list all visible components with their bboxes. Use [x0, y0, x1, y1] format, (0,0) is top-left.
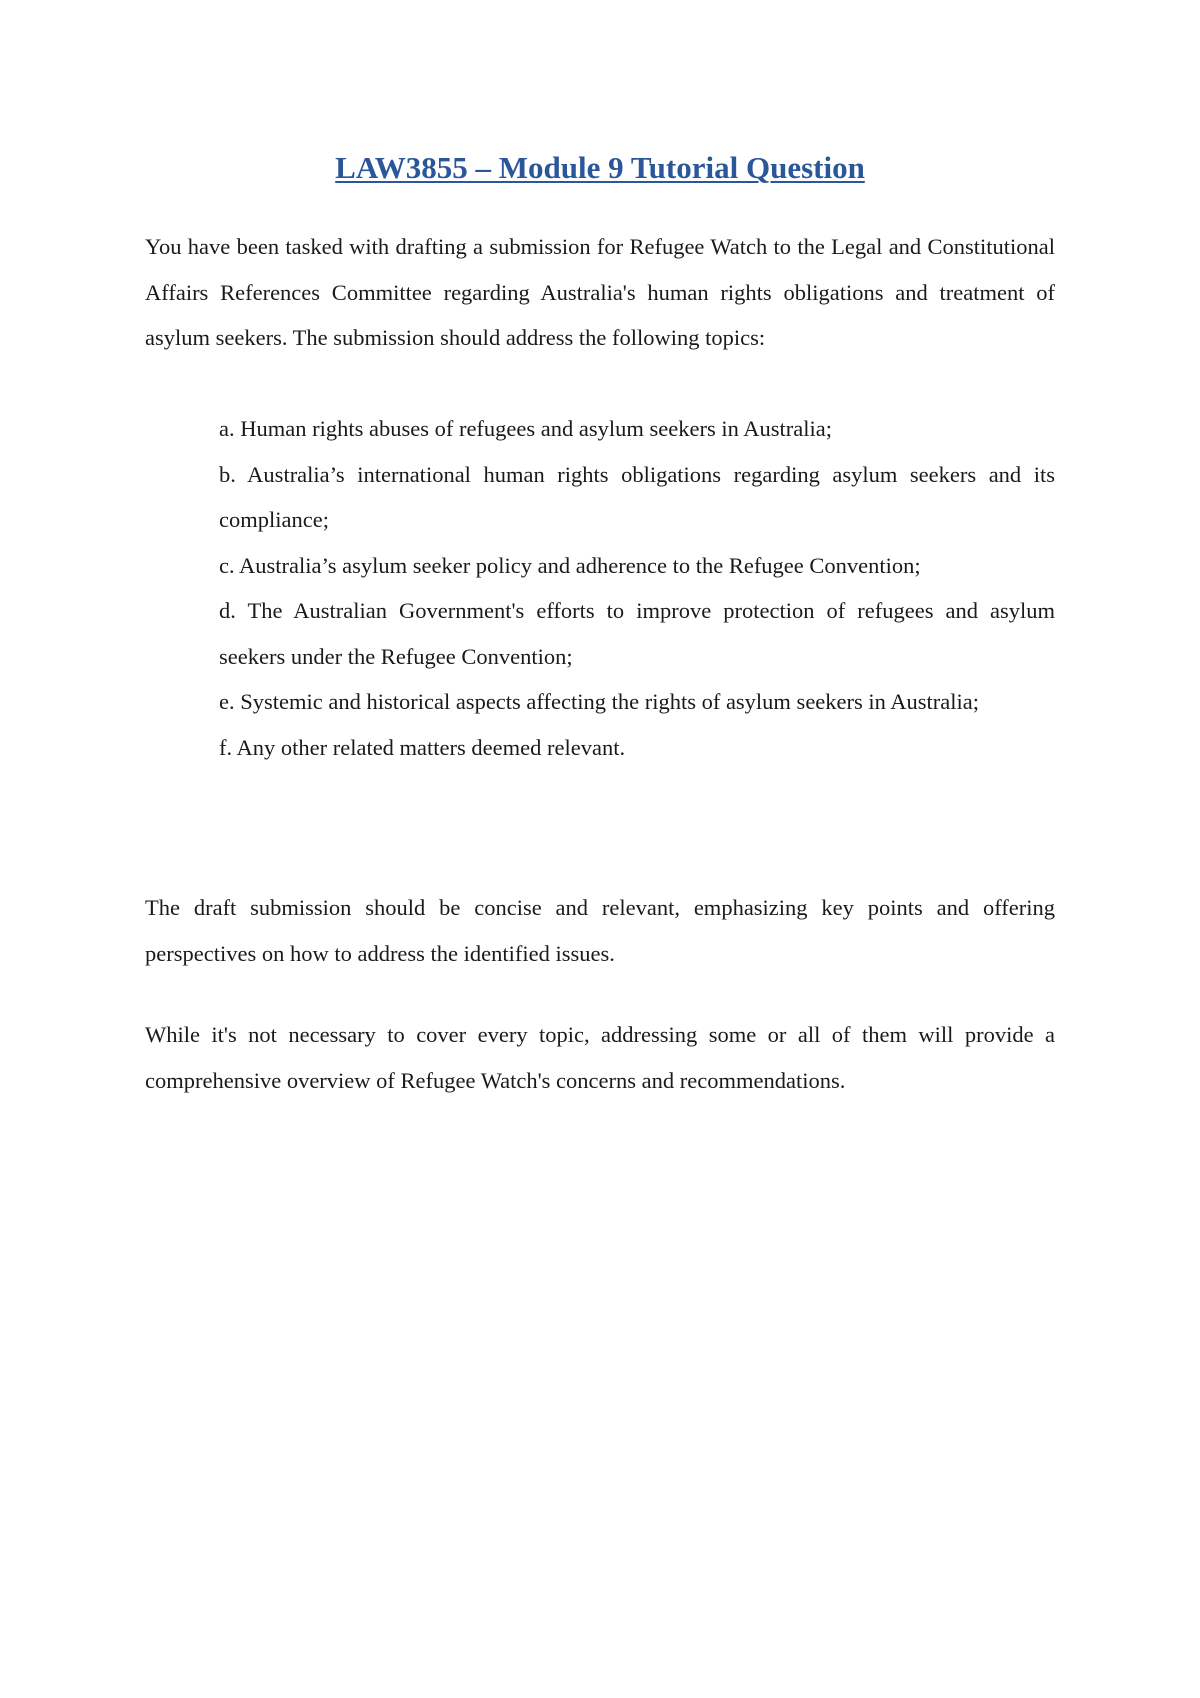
page-title-text: LAW3855 – Module 9 Tutorial Question	[335, 150, 865, 185]
closing-paragraph-2: While it's not necessary to cover every topic, addressing some or all of them will provide a comprehensive overview of Refugee Watch's concerns and recommendations.	[145, 1022, 1055, 1093]
topic-item-b: b. Australia’s international human rights obligations regarding asylum seekers and its compliance;	[219, 461, 1055, 532]
closing-paragraph-1: The draft submission should be concise and relevant, emphasizing key points and offering perspectives on how to address the identified issues.	[145, 895, 1055, 966]
topic-list	[219, 406, 1055, 770]
topic-item-d: d. The Australian Government's efforts to improve protection of refugees and asylum seekers under the Refugee Convention;	[219, 598, 1055, 669]
topic-item-a: a. Human rights abuses of refugees and asylum seekers in Australia;	[219, 416, 832, 441]
page-title	[0, 148, 1200, 188]
intro-paragraph: You have been tasked with drafting a submission for Refugee Watch to the Legal and Constitutional Affairs References Committee regarding Australia's human rights obligations and treatment of asylum seekers. The submission should address the following topics:	[145, 234, 1055, 350]
topic-item-e: e. Systemic and historical aspects affecting the rights of asylum seekers in Australia;	[219, 689, 980, 714]
topic-item-f: f. Any other related matters deemed relevant.	[219, 734, 626, 760]
topic-item-c: c. Australia’s asylum seeker policy and adherence to the Refugee Convention;	[219, 552, 921, 578]
